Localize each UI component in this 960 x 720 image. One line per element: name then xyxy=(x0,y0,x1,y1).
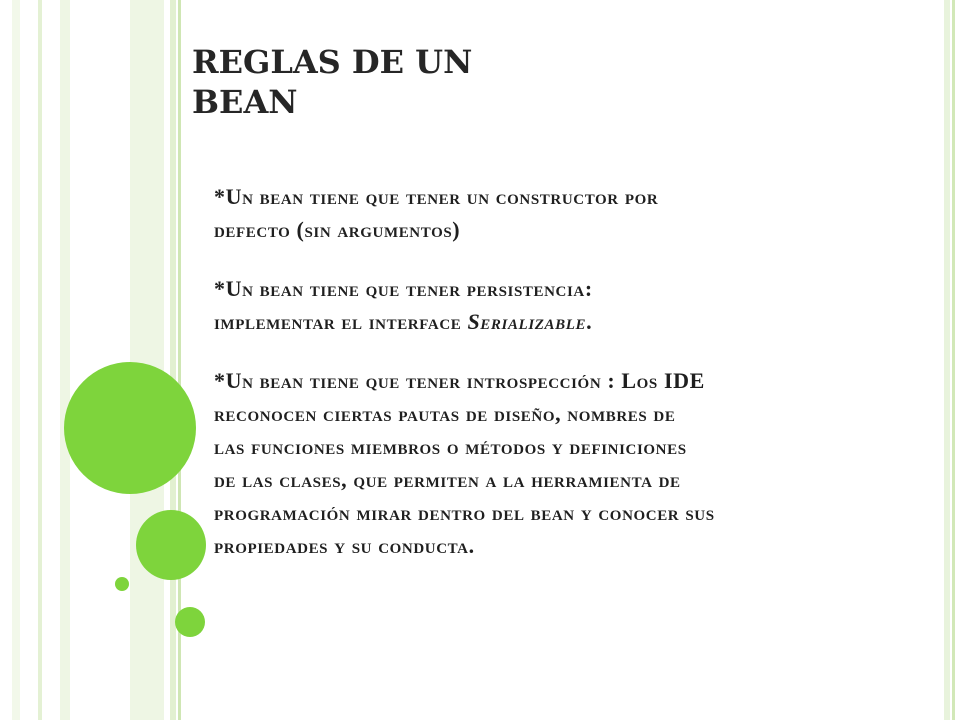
slide-body xyxy=(214,180,954,588)
rule-3-line-5: programación mirar dentro del bean y conocer sus xyxy=(214,500,715,525)
serializable-term: Serializable xyxy=(467,309,587,334)
title-line-1: REGLAS DE UN xyxy=(192,43,473,81)
title-line-2: BEAN xyxy=(192,83,298,121)
decor-stripe xyxy=(38,0,42,720)
rule-3-line-2: reconocen ciertas pautas de diseño, nombres de xyxy=(214,401,676,426)
decor-circle-medium xyxy=(136,510,206,580)
rule-persistence xyxy=(214,272,954,338)
decor-stripe xyxy=(12,0,20,720)
slide-title xyxy=(192,42,592,122)
rule-1-line-2: defecto (sin argumentos) xyxy=(214,217,461,242)
decor-circle-tiny xyxy=(115,577,129,591)
rule-introspection xyxy=(214,364,954,562)
rule-2-line-2-pre: implementar el interface xyxy=(214,309,468,334)
rule-3-line-3: las funciones miembros o métodos y definiciones xyxy=(214,434,687,459)
decor-circle-large xyxy=(64,362,196,494)
decor-stripe xyxy=(60,0,70,720)
rule-2-line-2-post: . xyxy=(586,309,593,334)
rule-2-line-1: *Un bean tiene que tener persistencia: xyxy=(214,276,593,301)
decor-circle-small xyxy=(175,607,205,637)
rule-3-line-4: de las clases, que permiten a la herramienta de xyxy=(214,467,681,492)
rule-3-line-6: propiedades y su conducta. xyxy=(214,533,475,558)
rule-1-line-1: *Un bean tiene que tener un constructor por xyxy=(214,184,659,209)
rule-3-line-1: *Un bean tiene que tener introspección : Los IDE xyxy=(214,368,705,393)
rule-constructor xyxy=(214,180,954,246)
decor-stripe xyxy=(130,0,164,720)
decor-stripe xyxy=(170,0,176,720)
